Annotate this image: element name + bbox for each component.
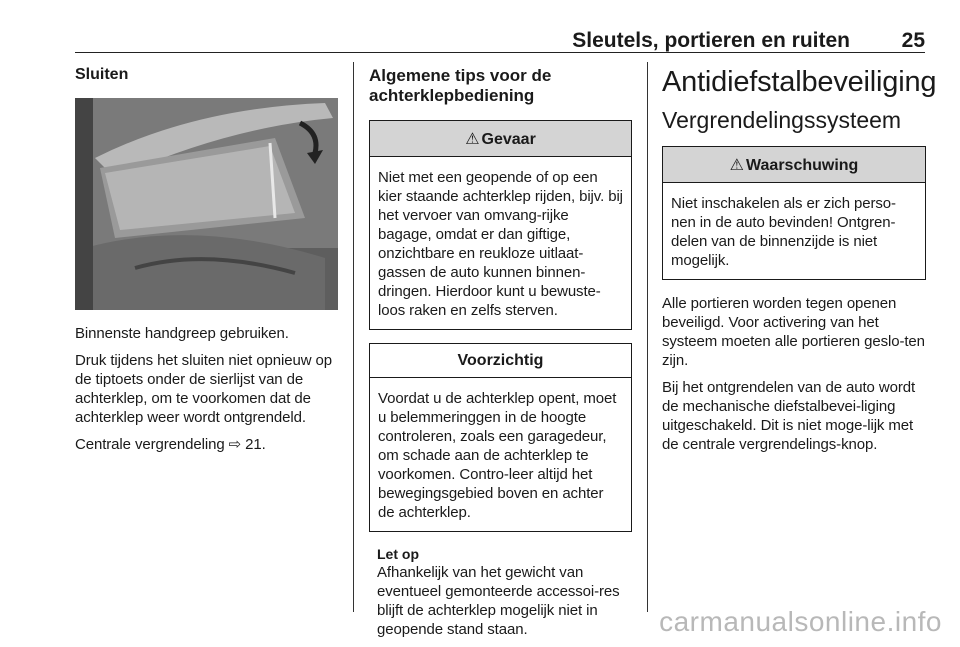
warning-triangle-icon: ⚠: [465, 131, 480, 148]
danger-box: [369, 120, 632, 330]
section-heading-tailgate-tips: Algemene tips voor de achterklepbediening: [369, 66, 552, 105]
car-tailgate-photo: [75, 98, 338, 310]
chapter-heading: Antidiefstalbeveiliging: [662, 66, 937, 98]
warning-text: Niet inschakelen als er zich perso-nen in de auto bevinden! Ontgren-delen van de binnenzijde is niet mogelijk.: [671, 195, 896, 269]
danger-box-header: [370, 121, 631, 157]
paragraph: Alle portieren worden tegen openen beveiligd. Voor activering van het systeem moeten alle portieren geslo-ten zijn.: [662, 295, 925, 369]
paragraph: Druk tijdens het sluiten niet opnieuw op de tiptoets onder de sierlijst van de achterklep, om te voorkomen dat de achterklep weer wordt ontgrendeld.: [75, 352, 332, 426]
column-closing: [75, 66, 338, 462]
column-divider-2: [647, 62, 648, 612]
warning-box-header: [663, 147, 925, 183]
header-rule: [75, 52, 925, 53]
cross-reference: Centrale vergrendeling ⇨ 21.: [75, 436, 266, 453]
caution-box: [369, 343, 632, 532]
subsection-heading: Vergrendelingssysteem: [662, 107, 902, 133]
caution-box-header: Voorzichtig: [370, 344, 631, 378]
section-heading-closing: Sluiten: [75, 66, 129, 83]
note-text: Afhankelijk van het gewicht van eventueel gemonteerde accessoi-res blijft de achterklep mogelijk niet in geopende stand staan.: [377, 564, 620, 638]
running-header-title: Sleutels, portieren en ruiten: [572, 29, 850, 52]
paragraph: Binnenste handgreep gebruiken.: [75, 325, 289, 342]
danger-text: Niet met een geopende of op een kier staande achterklep rijden, bijv. bij het vervoer van omvang-rijke bagage, omdat er dan giftige, onzichtbare en reukloze uitlaat-gassen de auto kunnen binnen-dringen. Hierdoor kunt u bewuste-loos raken en zelfs sterven.: [378, 169, 623, 319]
warning-title: Waarschuwing: [746, 157, 859, 174]
watermark: carmanualsonline.info: [659, 606, 942, 637]
danger-title: Gevaar: [481, 131, 536, 148]
page-number: 25: [901, 29, 925, 52]
paragraph: Bij het ontgrendelen van de auto wordt de mechanische diefstalbevei-liging uitgeschakeld. Dit is niet moge-lijk met de centrale vergrendelings-knop.: [662, 379, 916, 453]
column-tailgate-tips: [369, 66, 632, 647]
warning-triangle-icon: ⚠: [729, 157, 745, 174]
column-anti-theft: [662, 66, 937, 462]
note-label: Let op: [377, 546, 419, 562]
caution-text: Voordat u de achterklep opent, moet u belemmeringgen in de hoogte controleren, zoals een garagedeur, om schade aan de achterklep te voorkomen. Contro-leer altijd het bewegingsgebied boven en achter de achterklep.: [378, 390, 617, 521]
column-divider-1: [353, 62, 354, 612]
warning-box: [662, 146, 926, 280]
